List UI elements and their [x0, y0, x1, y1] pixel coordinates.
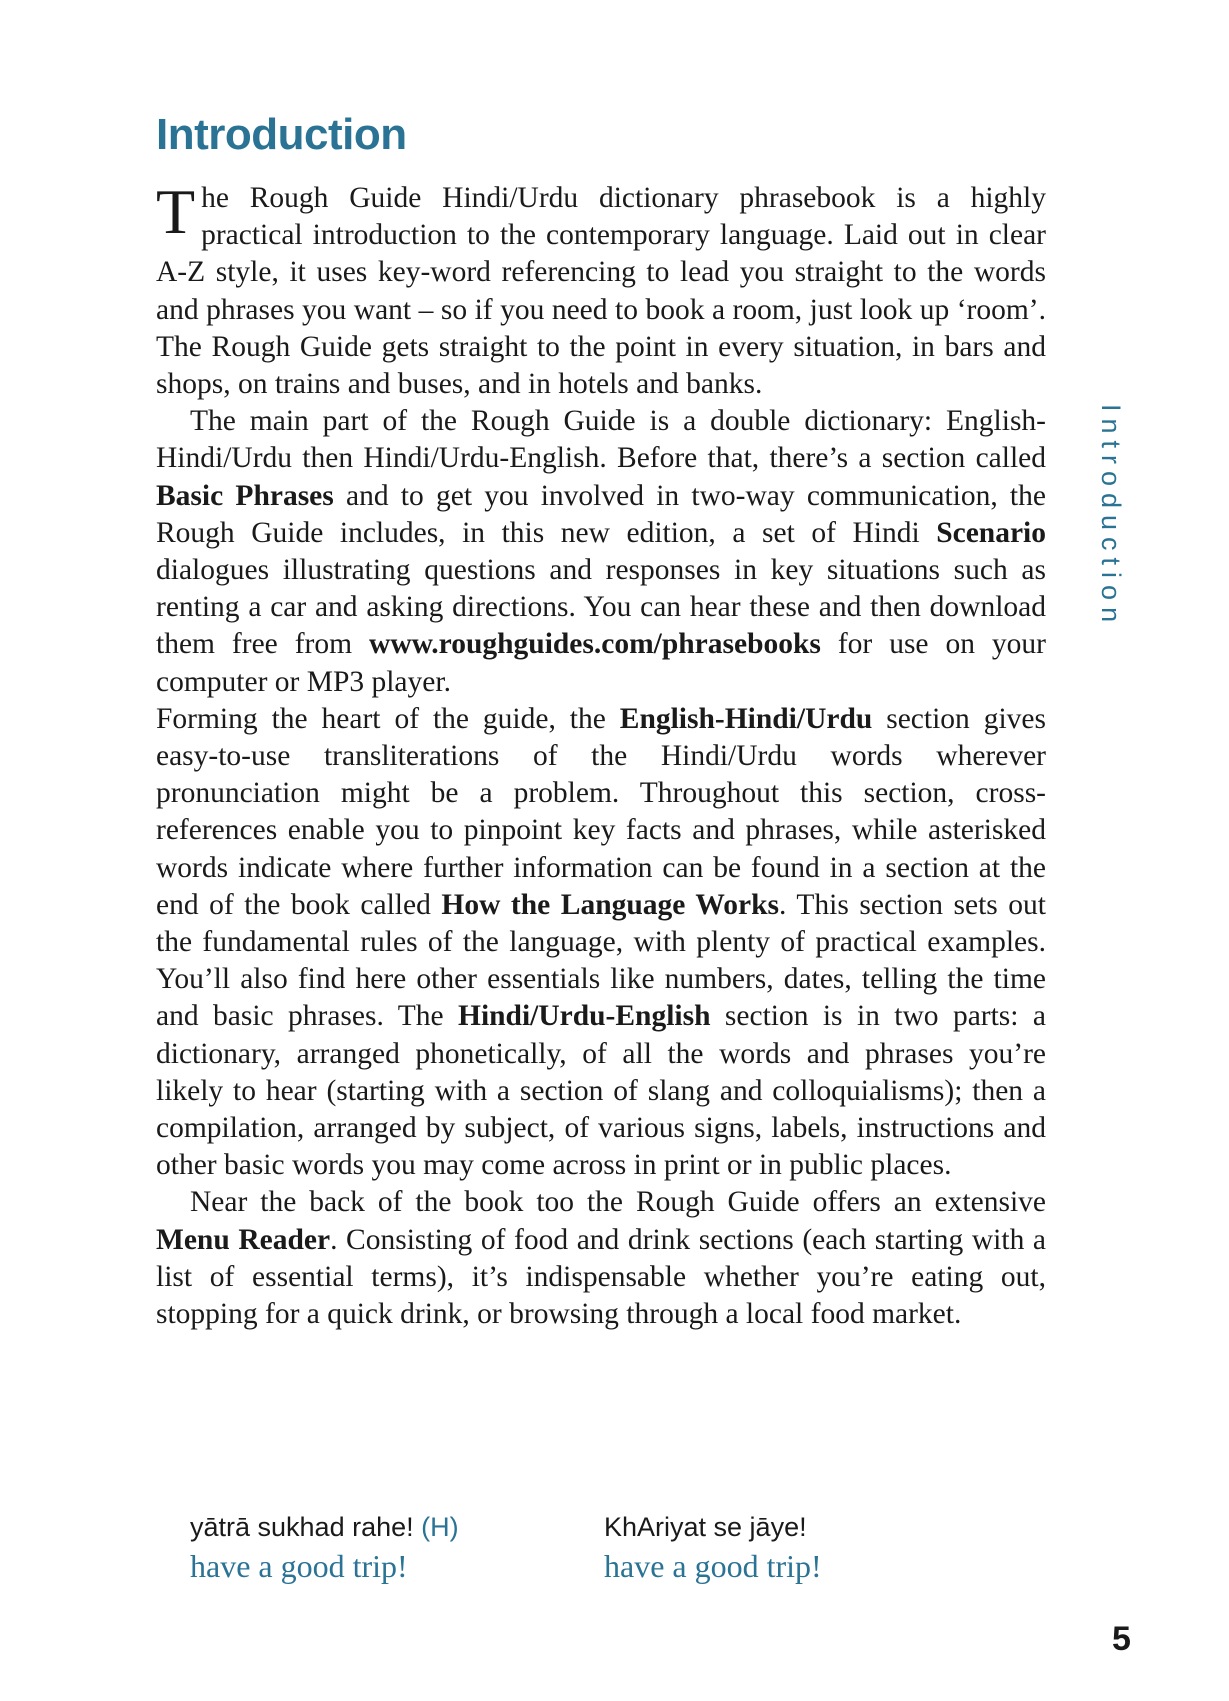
paragraph-4 — [156, 1184, 1046, 1333]
language-tag: (H) — [421, 1512, 459, 1542]
bold-term: Scenario — [936, 516, 1046, 549]
phrase-transliteration: KhAriyat se jāye! — [604, 1512, 807, 1542]
phrase-example-urdu — [604, 1508, 822, 1586]
text-run: Near the back of the book too the Rough Guide offers an extensive — [190, 1186, 1046, 1219]
text-run: dialogues illustrating questions and responses in key situations such as renting a car and asking directions. You can hear these and then download them free from — [156, 554, 1046, 661]
page-number: 5 — [1112, 1620, 1131, 1658]
phrase-translation: have a good trip! — [190, 1548, 408, 1584]
phrase-transliteration: yātrā sukhad rahe! — [190, 1512, 414, 1542]
paragraph-1-text: he Rough Guide Hindi/Urdu dictionary phrasebook is a highly practical introduction to the contemporary language. Laid out in clear A-Z style, it uses key-word referencing to lead you straight to the words and phrases you want – so if you need to book a room, just look up ‘room’. The Rough Guide gets straight to the point in every situation, in bars and shops, on trains and buses, and in hotels and banks. — [156, 182, 1046, 401]
phrase-translation: have a good trip! — [604, 1548, 822, 1584]
bold-term: Hindi/Urdu-English — [458, 1000, 711, 1033]
bold-term: English-Hindi/Urdu — [619, 702, 873, 735]
bold-term: Basic Phrases — [156, 479, 334, 512]
text-run: . This section sets out the fundamental rules of the language, with plenty of practical examples. You’ll also find here other essentials like numbers, dates, telling the time and basic phrases. The — [156, 888, 1046, 1033]
website-link: www.roughguides.com/phrasebooks — [369, 628, 821, 661]
paragraph-2 — [156, 403, 1046, 701]
phrase-source — [604, 1508, 822, 1546]
paragraph-1 — [156, 176, 1046, 403]
text-run: Forming the heart of the guide, the — [156, 702, 620, 735]
text-run: section is in two parts: a dictionary, arranged phonetically, of all the words and phrases you’re likely to hear (starting with a section of slang and colloquialisms); then a compilation, arranged by subject, of various signs, labels, instructions and other basic words you may come across in print or in public places. — [156, 1000, 1046, 1182]
phrase-source — [190, 1508, 459, 1546]
text-run: for use on your computer or MP3 player. — [156, 628, 1046, 698]
bold-term: How the Language Works — [441, 888, 779, 921]
text-run: . Consisting of food and drink sections (each starting with a list of essential terms), it’s indispensable whether you’re eating out, stopping for a quick drink, or browsing through a local food market. — [156, 1223, 1047, 1331]
bold-term: Menu Reader — [156, 1223, 331, 1256]
drop-cap: T — [156, 176, 196, 247]
page-title: Introduction — [156, 110, 407, 159]
text-run: The main part of the Rough Guide is a double dictionary: English-Hindi/Urdu then Hindi/Urdu-English. Before that, there’s a section called — [156, 405, 1046, 475]
paragraph-3 — [156, 701, 1046, 1185]
section-tab: Introduction — [1096, 404, 1126, 630]
text-run: and to get you involved in two-way communication, the Rough Guide includes, in this new edition, a set of Hindi — [156, 479, 1046, 549]
text-run: section gives easy-to-use transliterations of the Hindi/Urdu words wherever pronunciation might be a problem. Throughout this section, cross-references enable you to pinpoint key facts and phrases, while asterisked words indicate where further information can be found in a section at the end of the book called — [156, 702, 1046, 921]
phrase-example-hindi — [190, 1508, 459, 1586]
body-text — [156, 176, 1047, 1333]
